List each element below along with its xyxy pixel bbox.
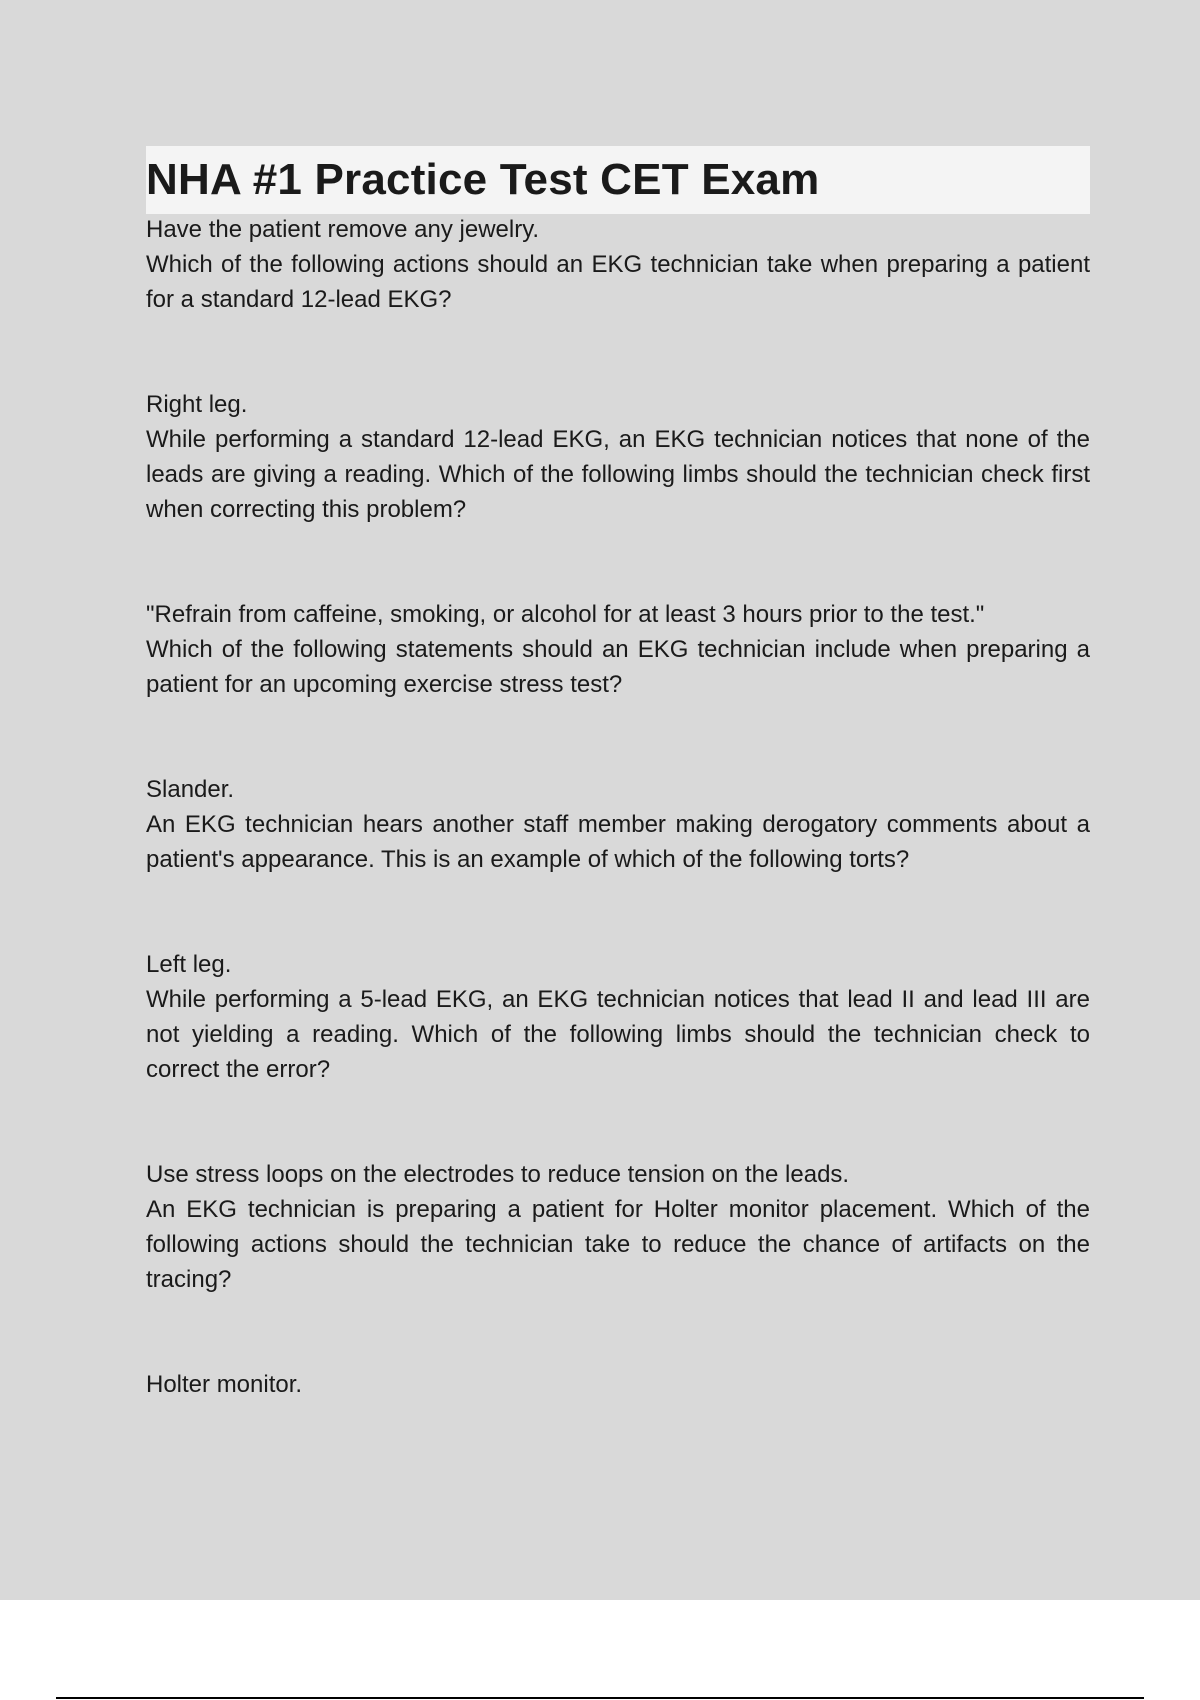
question-text: An EKG technician is preparing a patient for Holter monitor placement. Which of the following actions should the technician take to reduce the chance of artifacts on the tracing? (146, 1196, 1090, 1293)
qa-item (146, 212, 1090, 317)
qa-item (146, 597, 1090, 702)
answer-text: Left leg. (146, 951, 232, 978)
answer-text: "Refrain from caffeine, smoking, or alcohol for at least 3 hours prior to the test." (146, 601, 985, 628)
answer-text: Have the patient remove any jewelry. (146, 216, 540, 243)
answer-text: Right leg. (146, 391, 248, 418)
qa-item (146, 1367, 1090, 1402)
qa-item (146, 772, 1090, 877)
qa-item (146, 1157, 1090, 1297)
question-text: While performing a 5-lead EKG, an EKG technician notices that lead II and lead III are not yielding a reading. Which of the following limbs should the technician check to correct the error? (146, 986, 1090, 1083)
qa-item (146, 947, 1090, 1087)
qa-item (146, 387, 1090, 527)
page-title: NHA #1 Practice Test CET Exam (146, 155, 820, 204)
answer-text: Use stress loops on the electrodes to reduce tension on the leads. (146, 1161, 850, 1188)
question-text: While performing a standard 12-lead EKG, an EKG technician notices that none of the leads are giving a reading. Which of the following limbs should the technician check first when correcting this problem? (146, 426, 1090, 523)
answer-text: Holter monitor. (146, 1371, 303, 1398)
title-box (146, 146, 1090, 214)
answer-text: Slander. (146, 776, 235, 803)
question-text: An EKG technician hears another staff member making derogatory comments about a patient's appearance. This is an example of which of the following torts? (146, 811, 1090, 873)
question-text: Which of the following statements should an EKG technician include when preparing a patient for an upcoming exercise stress test? (146, 636, 1090, 698)
footer-divider (56, 1697, 1144, 1699)
question-text: Which of the following actions should an EKG technician take when preparing a patient for a standard 12-lead EKG? (146, 251, 1090, 313)
qa-list (146, 212, 1090, 1472)
